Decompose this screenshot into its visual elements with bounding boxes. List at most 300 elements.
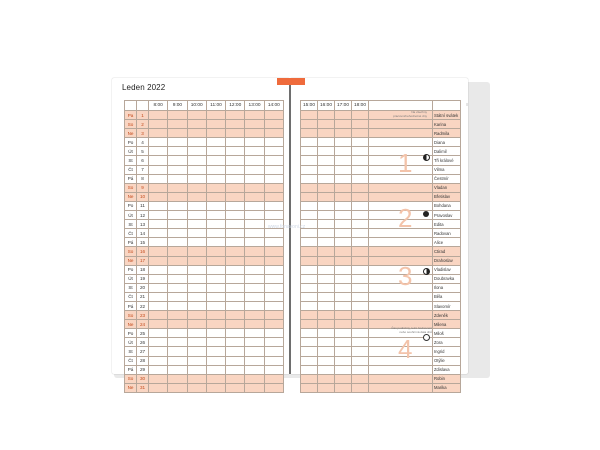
time-slot-cell[interactable] (168, 247, 187, 256)
time-slot-cell[interactable] (149, 156, 168, 165)
time-slot-cell[interactable] (187, 156, 206, 165)
time-slot-cell[interactable] (318, 129, 335, 138)
time-slot-cell[interactable] (318, 174, 335, 183)
time-slot-cell[interactable] (245, 211, 264, 220)
time-slot-cell[interactable] (206, 256, 225, 265)
time-slot-cell[interactable] (187, 201, 206, 210)
time-slot-cell[interactable] (168, 165, 187, 174)
time-slot-cell[interactable] (226, 120, 245, 129)
time-slot-cell[interactable] (149, 111, 168, 120)
time-slot-cell[interactable] (264, 265, 283, 274)
time-slot-cell[interactable] (245, 365, 264, 374)
time-slot-cell[interactable] (226, 365, 245, 374)
time-slot-cell[interactable] (226, 147, 245, 156)
time-slot-cell[interactable] (187, 311, 206, 320)
time-slot-cell[interactable] (335, 347, 352, 356)
time-slot-cell[interactable] (352, 338, 369, 347)
time-slot-cell[interactable] (264, 247, 283, 256)
time-slot-cell[interactable] (206, 338, 225, 347)
time-slot-cell[interactable] (335, 329, 352, 338)
time-slot-cell[interactable] (245, 292, 264, 301)
time-slot-cell[interactable] (187, 301, 206, 310)
notes-cell[interactable] (369, 120, 433, 129)
time-slot-cell[interactable] (301, 383, 318, 392)
notes-cell[interactable] (369, 238, 433, 247)
time-slot-cell[interactable] (187, 147, 206, 156)
time-slot-cell[interactable] (245, 301, 264, 310)
time-slot-cell[interactable] (318, 183, 335, 192)
time-slot-cell[interactable] (245, 201, 264, 210)
time-slot-cell[interactable] (206, 292, 225, 301)
time-slot-cell[interactable] (245, 383, 264, 392)
time-slot-cell[interactable] (149, 220, 168, 229)
time-slot-cell[interactable] (301, 201, 318, 210)
time-slot-cell[interactable] (187, 247, 206, 256)
time-slot-cell[interactable] (335, 256, 352, 265)
time-slot-cell[interactable] (168, 229, 187, 238)
time-slot-cell[interactable] (226, 129, 245, 138)
time-slot-cell[interactable] (301, 111, 318, 120)
time-slot-cell[interactable] (318, 247, 335, 256)
time-slot-cell[interactable] (226, 183, 245, 192)
time-slot-cell[interactable] (168, 374, 187, 383)
time-slot-cell[interactable] (149, 147, 168, 156)
time-slot-cell[interactable] (206, 120, 225, 129)
time-slot-cell[interactable] (335, 192, 352, 201)
time-slot-cell[interactable] (352, 174, 369, 183)
time-slot-cell[interactable] (206, 329, 225, 338)
time-slot-cell[interactable] (335, 356, 352, 365)
time-slot-cell[interactable] (335, 383, 352, 392)
time-slot-cell[interactable] (187, 365, 206, 374)
notes-cell[interactable] (369, 247, 433, 256)
time-slot-cell[interactable] (168, 356, 187, 365)
time-slot-cell[interactable] (187, 111, 206, 120)
time-slot-cell[interactable] (352, 247, 369, 256)
time-slot-cell[interactable] (245, 274, 264, 283)
time-slot-cell[interactable] (318, 165, 335, 174)
time-slot-cell[interactable] (149, 283, 168, 292)
time-slot-cell[interactable] (335, 111, 352, 120)
time-slot-cell[interactable] (264, 311, 283, 320)
time-slot-cell[interactable] (264, 374, 283, 383)
time-slot-cell[interactable] (187, 338, 206, 347)
time-slot-cell[interactable] (301, 374, 318, 383)
time-slot-cell[interactable] (318, 274, 335, 283)
time-slot-cell[interactable] (206, 211, 225, 220)
time-slot-cell[interactable] (168, 338, 187, 347)
time-slot-cell[interactable] (245, 156, 264, 165)
time-slot-cell[interactable] (264, 329, 283, 338)
time-slot-cell[interactable] (301, 329, 318, 338)
time-slot-cell[interactable] (352, 183, 369, 192)
time-slot-cell[interactable] (226, 229, 245, 238)
time-slot-cell[interactable] (149, 165, 168, 174)
time-slot-cell[interactable] (168, 265, 187, 274)
time-slot-cell[interactable] (264, 338, 283, 347)
time-slot-cell[interactable] (226, 174, 245, 183)
time-slot-cell[interactable] (335, 338, 352, 347)
time-slot-cell[interactable] (301, 274, 318, 283)
time-slot-cell[interactable] (226, 265, 245, 274)
time-slot-cell[interactable] (168, 201, 187, 210)
time-slot-cell[interactable] (168, 238, 187, 247)
time-slot-cell[interactable] (335, 229, 352, 238)
time-slot-cell[interactable] (226, 111, 245, 120)
time-slot-cell[interactable] (264, 283, 283, 292)
time-slot-cell[interactable] (226, 192, 245, 201)
time-slot-cell[interactable] (226, 201, 245, 210)
time-slot-cell[interactable] (352, 111, 369, 120)
time-slot-cell[interactable] (149, 292, 168, 301)
time-slot-cell[interactable] (264, 383, 283, 392)
time-slot-cell[interactable] (301, 129, 318, 138)
time-slot-cell[interactable] (352, 365, 369, 374)
time-slot-cell[interactable] (318, 220, 335, 229)
time-slot-cell[interactable] (245, 347, 264, 356)
time-slot-cell[interactable] (301, 238, 318, 247)
time-slot-cell[interactable] (149, 183, 168, 192)
time-slot-cell[interactable] (264, 211, 283, 220)
time-slot-cell[interactable] (149, 256, 168, 265)
time-slot-cell[interactable] (226, 165, 245, 174)
time-slot-cell[interactable] (335, 165, 352, 174)
time-slot-cell[interactable] (245, 165, 264, 174)
time-slot-cell[interactable] (149, 320, 168, 329)
time-slot-cell[interactable] (206, 247, 225, 256)
time-slot-cell[interactable] (245, 111, 264, 120)
time-slot-cell[interactable] (187, 174, 206, 183)
time-slot-cell[interactable] (187, 138, 206, 147)
time-slot-cell[interactable] (245, 229, 264, 238)
time-slot-cell[interactable] (206, 174, 225, 183)
time-slot-cell[interactable] (264, 156, 283, 165)
time-slot-cell[interactable] (226, 238, 245, 247)
time-slot-cell[interactable] (352, 220, 369, 229)
time-slot-cell[interactable] (301, 347, 318, 356)
time-slot-cell[interactable] (352, 201, 369, 210)
time-slot-cell[interactable] (226, 138, 245, 147)
time-slot-cell[interactable] (168, 183, 187, 192)
notes-cell[interactable] (369, 183, 433, 192)
notes-cell[interactable] (369, 292, 433, 301)
time-slot-cell[interactable] (226, 220, 245, 229)
time-slot-cell[interactable] (352, 229, 369, 238)
time-slot-cell[interactable] (245, 311, 264, 320)
time-slot-cell[interactable] (187, 256, 206, 265)
time-slot-cell[interactable] (149, 301, 168, 310)
time-slot-cell[interactable] (318, 283, 335, 292)
time-slot-cell[interactable] (168, 383, 187, 392)
time-slot-cell[interactable] (168, 256, 187, 265)
time-slot-cell[interactable] (149, 338, 168, 347)
time-slot-cell[interactable] (168, 111, 187, 120)
time-slot-cell[interactable] (264, 120, 283, 129)
time-slot-cell[interactable] (301, 165, 318, 174)
notes-cell[interactable] (369, 138, 433, 147)
time-slot-cell[interactable] (245, 147, 264, 156)
time-slot-cell[interactable] (318, 383, 335, 392)
time-slot-cell[interactable] (352, 347, 369, 356)
time-slot-cell[interactable] (206, 229, 225, 238)
time-slot-cell[interactable] (168, 329, 187, 338)
time-slot-cell[interactable] (301, 156, 318, 165)
time-slot-cell[interactable] (335, 365, 352, 374)
time-slot-cell[interactable] (187, 192, 206, 201)
time-slot-cell[interactable] (335, 283, 352, 292)
time-slot-cell[interactable] (335, 220, 352, 229)
time-slot-cell[interactable] (168, 138, 187, 147)
time-slot-cell[interactable] (245, 356, 264, 365)
time-slot-cell[interactable] (245, 247, 264, 256)
time-slot-cell[interactable] (149, 356, 168, 365)
time-slot-cell[interactable] (168, 320, 187, 329)
time-slot-cell[interactable] (301, 292, 318, 301)
time-slot-cell[interactable] (168, 174, 187, 183)
time-slot-cell[interactable] (352, 147, 369, 156)
time-slot-cell[interactable] (318, 156, 335, 165)
time-slot-cell[interactable] (245, 192, 264, 201)
time-slot-cell[interactable] (168, 347, 187, 356)
time-slot-cell[interactable] (226, 247, 245, 256)
time-slot-cell[interactable] (245, 183, 264, 192)
time-slot-cell[interactable] (264, 201, 283, 210)
time-slot-cell[interactable] (245, 329, 264, 338)
time-slot-cell[interactable] (264, 165, 283, 174)
time-slot-cell[interactable] (187, 274, 206, 283)
time-slot-cell[interactable] (206, 374, 225, 383)
time-slot-cell[interactable] (245, 374, 264, 383)
time-slot-cell[interactable] (187, 356, 206, 365)
time-slot-cell[interactable] (206, 165, 225, 174)
notes-cell[interactable] (369, 301, 433, 310)
time-slot-cell[interactable] (318, 329, 335, 338)
time-slot-cell[interactable] (318, 229, 335, 238)
time-slot-cell[interactable] (301, 301, 318, 310)
time-slot-cell[interactable] (187, 329, 206, 338)
time-slot-cell[interactable] (301, 356, 318, 365)
notes-cell[interactable] (369, 192, 433, 201)
time-slot-cell[interactable] (206, 383, 225, 392)
time-slot-cell[interactable] (206, 147, 225, 156)
time-slot-cell[interactable] (245, 338, 264, 347)
time-slot-cell[interactable] (318, 356, 335, 365)
time-slot-cell[interactable] (352, 356, 369, 365)
time-slot-cell[interactable] (318, 311, 335, 320)
time-slot-cell[interactable] (352, 320, 369, 329)
time-slot-cell[interactable] (301, 147, 318, 156)
time-slot-cell[interactable] (335, 247, 352, 256)
time-slot-cell[interactable] (187, 211, 206, 220)
time-slot-cell[interactable] (245, 220, 264, 229)
time-slot-cell[interactable] (318, 265, 335, 274)
time-slot-cell[interactable] (335, 238, 352, 247)
time-slot-cell[interactable] (301, 265, 318, 274)
time-slot-cell[interactable] (335, 183, 352, 192)
time-slot-cell[interactable] (149, 374, 168, 383)
time-slot-cell[interactable] (168, 192, 187, 201)
time-slot-cell[interactable] (301, 338, 318, 347)
time-slot-cell[interactable] (168, 156, 187, 165)
time-slot-cell[interactable] (352, 311, 369, 320)
time-slot-cell[interactable] (245, 129, 264, 138)
time-slot-cell[interactable] (352, 374, 369, 383)
time-slot-cell[interactable] (335, 311, 352, 320)
time-slot-cell[interactable] (335, 374, 352, 383)
time-slot-cell[interactable] (264, 292, 283, 301)
time-slot-cell[interactable] (206, 283, 225, 292)
time-slot-cell[interactable] (149, 201, 168, 210)
time-slot-cell[interactable] (226, 356, 245, 365)
time-slot-cell[interactable] (168, 301, 187, 310)
time-slot-cell[interactable] (149, 238, 168, 247)
time-slot-cell[interactable] (187, 374, 206, 383)
time-slot-cell[interactable] (301, 120, 318, 129)
time-slot-cell[interactable] (318, 292, 335, 301)
time-slot-cell[interactable] (301, 174, 318, 183)
time-slot-cell[interactable] (149, 129, 168, 138)
time-slot-cell[interactable] (206, 238, 225, 247)
time-slot-cell[interactable] (264, 192, 283, 201)
time-slot-cell[interactable] (226, 338, 245, 347)
time-slot-cell[interactable] (352, 120, 369, 129)
time-slot-cell[interactable] (168, 147, 187, 156)
time-slot-cell[interactable] (301, 138, 318, 147)
time-slot-cell[interactable] (264, 174, 283, 183)
time-slot-cell[interactable] (168, 311, 187, 320)
time-slot-cell[interactable] (352, 383, 369, 392)
time-slot-cell[interactable] (168, 283, 187, 292)
time-slot-cell[interactable] (335, 292, 352, 301)
time-slot-cell[interactable] (226, 301, 245, 310)
time-slot-cell[interactable] (335, 147, 352, 156)
time-slot-cell[interactable] (187, 292, 206, 301)
notes-cell[interactable] (369, 374, 433, 383)
time-slot-cell[interactable] (264, 183, 283, 192)
time-slot-cell[interactable] (226, 320, 245, 329)
time-slot-cell[interactable] (149, 365, 168, 374)
time-slot-cell[interactable] (226, 156, 245, 165)
time-slot-cell[interactable] (187, 183, 206, 192)
time-slot-cell[interactable] (206, 138, 225, 147)
time-slot-cell[interactable] (318, 111, 335, 120)
time-slot-cell[interactable] (187, 165, 206, 174)
time-slot-cell[interactable] (335, 174, 352, 183)
time-slot-cell[interactable] (226, 311, 245, 320)
time-slot-cell[interactable] (264, 111, 283, 120)
time-slot-cell[interactable] (301, 192, 318, 201)
time-slot-cell[interactable] (318, 374, 335, 383)
time-slot-cell[interactable] (206, 192, 225, 201)
time-slot-cell[interactable] (149, 247, 168, 256)
time-slot-cell[interactable] (245, 265, 264, 274)
time-slot-cell[interactable] (226, 374, 245, 383)
time-slot-cell[interactable] (187, 129, 206, 138)
time-slot-cell[interactable] (149, 138, 168, 147)
time-slot-cell[interactable] (335, 211, 352, 220)
time-slot-cell[interactable] (352, 283, 369, 292)
time-slot-cell[interactable] (264, 229, 283, 238)
time-slot-cell[interactable] (206, 347, 225, 356)
time-slot-cell[interactable] (187, 220, 206, 229)
time-slot-cell[interactable] (187, 320, 206, 329)
time-slot-cell[interactable] (245, 320, 264, 329)
time-slot-cell[interactable] (206, 183, 225, 192)
time-slot-cell[interactable] (264, 256, 283, 265)
time-slot-cell[interactable] (318, 347, 335, 356)
time-slot-cell[interactable] (206, 156, 225, 165)
time-slot-cell[interactable] (226, 256, 245, 265)
time-slot-cell[interactable] (318, 201, 335, 210)
time-slot-cell[interactable] (264, 129, 283, 138)
time-slot-cell[interactable] (206, 365, 225, 374)
time-slot-cell[interactable] (187, 229, 206, 238)
time-slot-cell[interactable] (301, 211, 318, 220)
time-slot-cell[interactable] (301, 320, 318, 329)
time-slot-cell[interactable] (301, 256, 318, 265)
time-slot-cell[interactable] (168, 365, 187, 374)
time-slot-cell[interactable] (206, 220, 225, 229)
notes-cell[interactable] (369, 311, 433, 320)
time-slot-cell[interactable] (206, 129, 225, 138)
time-slot-cell[interactable] (149, 383, 168, 392)
time-slot-cell[interactable] (226, 347, 245, 356)
time-slot-cell[interactable] (335, 120, 352, 129)
time-slot-cell[interactable] (245, 256, 264, 265)
time-slot-cell[interactable] (301, 365, 318, 374)
time-slot-cell[interactable] (264, 356, 283, 365)
notes-cell[interactable] (369, 383, 433, 392)
time-slot-cell[interactable] (149, 229, 168, 238)
time-slot-cell[interactable] (149, 120, 168, 129)
time-slot-cell[interactable] (264, 320, 283, 329)
time-slot-cell[interactable] (245, 120, 264, 129)
time-slot-cell[interactable] (352, 274, 369, 283)
time-slot-cell[interactable] (245, 174, 264, 183)
time-slot-cell[interactable] (168, 220, 187, 229)
time-slot-cell[interactable] (352, 165, 369, 174)
notes-cell[interactable] (369, 129, 433, 138)
time-slot-cell[interactable] (187, 120, 206, 129)
time-slot-cell[interactable] (149, 265, 168, 274)
time-slot-cell[interactable] (318, 301, 335, 310)
time-slot-cell[interactable] (226, 329, 245, 338)
time-slot-cell[interactable] (301, 283, 318, 292)
time-slot-cell[interactable] (335, 265, 352, 274)
time-slot-cell[interactable] (149, 174, 168, 183)
time-slot-cell[interactable] (245, 238, 264, 247)
time-slot-cell[interactable] (187, 347, 206, 356)
time-slot-cell[interactable] (352, 329, 369, 338)
time-slot-cell[interactable] (245, 283, 264, 292)
time-slot-cell[interactable] (168, 211, 187, 220)
time-slot-cell[interactable] (206, 311, 225, 320)
time-slot-cell[interactable] (226, 211, 245, 220)
time-slot-cell[interactable] (301, 311, 318, 320)
time-slot-cell[interactable] (206, 274, 225, 283)
time-slot-cell[interactable] (318, 256, 335, 265)
time-slot-cell[interactable] (352, 301, 369, 310)
time-slot-cell[interactable] (206, 301, 225, 310)
time-slot-cell[interactable] (335, 129, 352, 138)
time-slot-cell[interactable] (335, 138, 352, 147)
time-slot-cell[interactable] (318, 320, 335, 329)
time-slot-cell[interactable] (264, 138, 283, 147)
time-slot-cell[interactable] (264, 301, 283, 310)
time-slot-cell[interactable] (206, 201, 225, 210)
time-slot-cell[interactable] (335, 156, 352, 165)
time-slot-cell[interactable] (206, 111, 225, 120)
